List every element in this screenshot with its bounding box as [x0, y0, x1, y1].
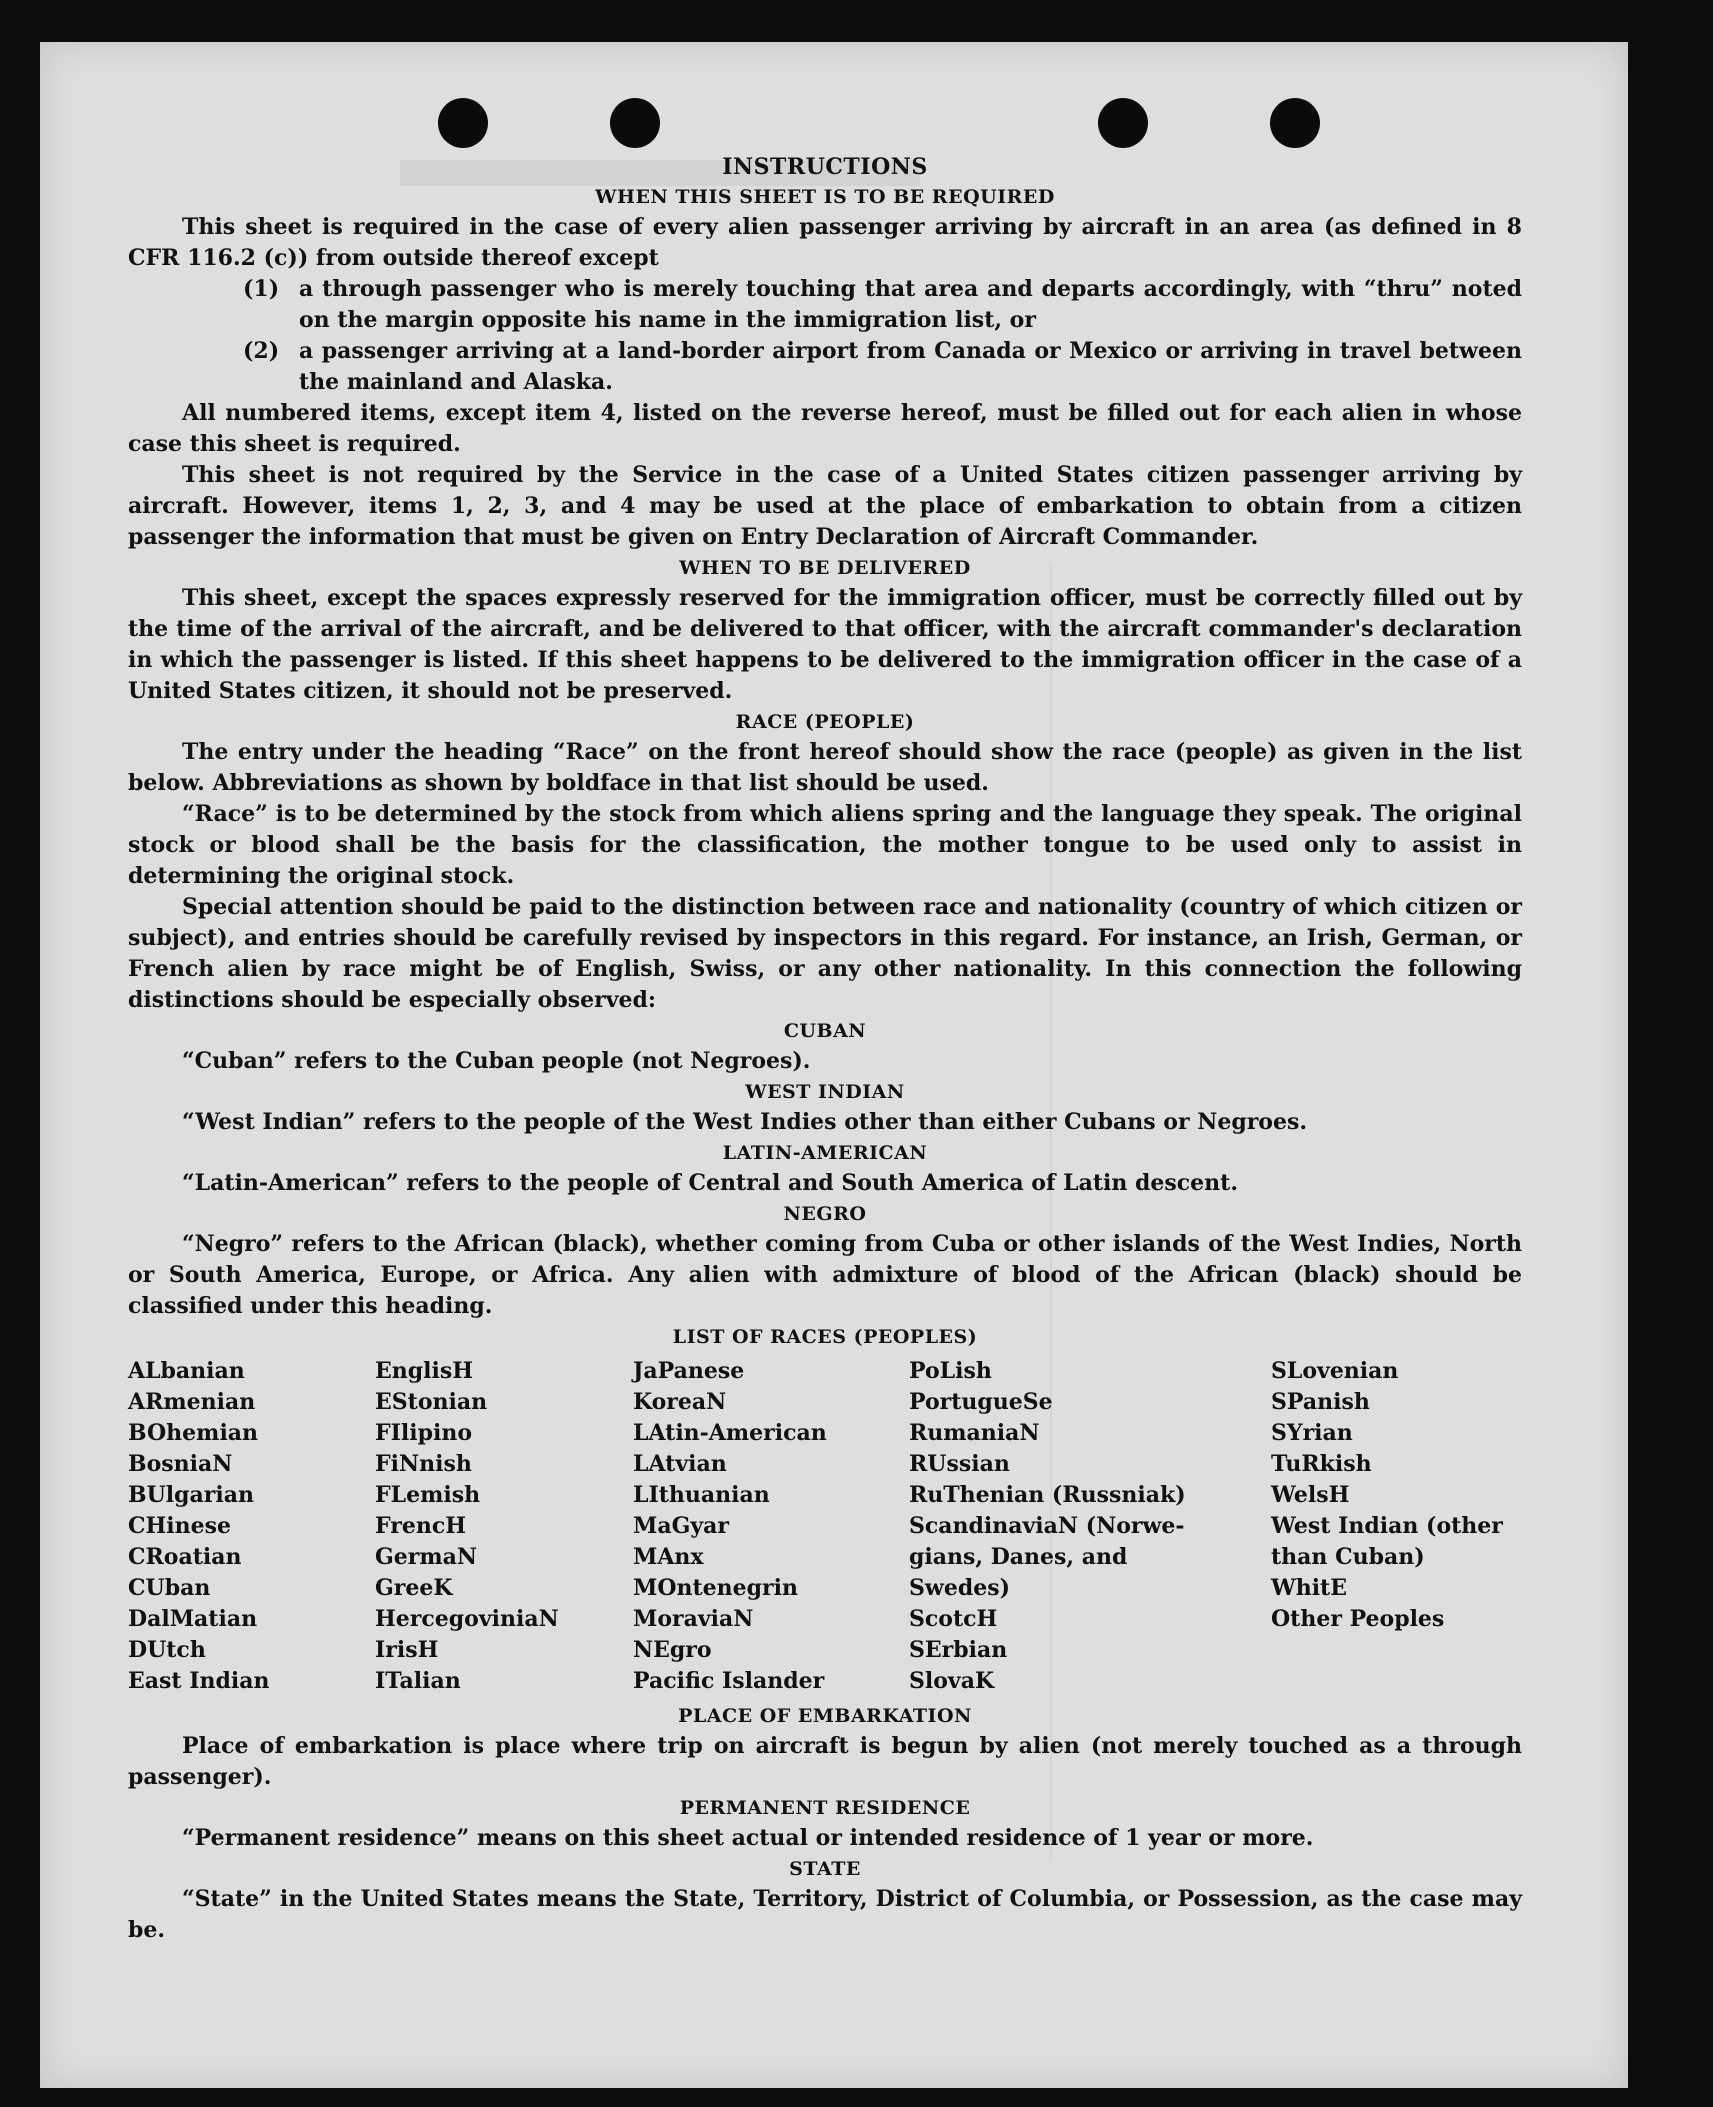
race-column — [128, 1356, 375, 1697]
race-entry: KoreaN — [633, 1389, 727, 1415]
exception-number: (2) — [243, 338, 280, 364]
race-entry: ScotcH — [909, 1606, 998, 1632]
race-entry: ScandinaviaN (Norwe- gians, Danes, and Swedes) — [909, 1513, 1185, 1601]
race-entry: PoLish — [909, 1358, 992, 1384]
race-entry: NEgro — [633, 1637, 712, 1663]
west-indian-heading: WEST INDIAN — [745, 1081, 905, 1103]
punch-hole — [1098, 98, 1148, 148]
race-entry: GermaN — [375, 1544, 478, 1570]
state-text: “State” in the United States means the State, Territory, District of Columbia, or Possession, as the case may be. — [128, 1886, 1522, 1943]
race-entry: SlovaK — [909, 1668, 995, 1694]
race-entry: PortugueSe — [909, 1389, 1053, 1415]
permanent-residence-heading: PERMANENT RESIDENCE — [679, 1797, 971, 1819]
race-entry: RumaniaN — [909, 1420, 1040, 1446]
race-column — [375, 1356, 633, 1697]
race-entry: East Indian — [128, 1668, 270, 1694]
when-delivered-heading: WHEN TO BE DELIVERED — [679, 557, 971, 579]
exception-number: (1) — [243, 276, 280, 302]
race-entry: WelsH — [1271, 1482, 1350, 1508]
race-entry: CRoatian — [128, 1544, 242, 1570]
race-entry: Pacific Islander — [633, 1668, 825, 1694]
race-entry: BUlgarian — [128, 1482, 254, 1508]
race-entry: ARmenian — [128, 1389, 256, 1415]
instructions-title: INSTRUCTIONS — [722, 154, 928, 180]
paragraph-citizen: This sheet is not required by the Service in the case of a United States citizen passenger arriving by aircraft. However, items 1, 2, 3, and 4 may be used at the place of embarkation to obtain from a citizen passenger the information that must be given on Entry Declaration of Aircraft Commander. — [128, 462, 1522, 550]
paragraph-delivered: This sheet, except the spaces expressly reserved for the immigration officer, must be correctly filled out by the time of the arrival of the aircraft, and be delivered to that officer, with the aircraft commander's declaration in which the passenger is listed. If this sheet happens to be delivered to the immigration officer in the case of a United States citizen, it should not be preserved. — [128, 585, 1522, 704]
race-entry: IrisH — [375, 1637, 439, 1663]
race-heading: RACE (PEOPLE) — [735, 711, 915, 733]
race-entry: FiNnish — [375, 1451, 472, 1477]
state-heading: STATE — [789, 1858, 861, 1880]
race-entry: West Indian (other than Cuban) — [1271, 1513, 1503, 1570]
race-list-heading: LIST OF RACES (PEOPLES) — [672, 1326, 978, 1348]
race-entry: SErbian — [909, 1637, 1008, 1663]
exception-text: a through passenger who is merely touching that area and departs accordingly, with “thru” noted on the margin opposite his name in the immigration list, or — [299, 276, 1522, 333]
race-entry: DUtch — [128, 1637, 206, 1663]
race-column — [633, 1356, 909, 1697]
paragraph-numbered-items: All numbered items, except item 4, listed on the reverse hereof, must be filled out for each alien in whose case this sheet is required. — [128, 400, 1522, 457]
race-entry: WhitE — [1271, 1575, 1347, 1601]
race-entry: LIthuanian — [633, 1482, 770, 1508]
race-entry: MAnx — [633, 1544, 704, 1570]
race-entry: RUssian — [909, 1451, 1010, 1477]
west-indian-text: “West Indian” refers to the people of the West Indies other than either Cubans or Negroes. — [182, 1109, 1308, 1135]
race-entry: SYrian — [1271, 1420, 1353, 1446]
race-list — [128, 1356, 1522, 1697]
permanent-residence-text: “Permanent residence” means on this sheet actual or intended residence of 1 year or more. — [182, 1825, 1314, 1851]
latin-american-text: “Latin-American” refers to the people of Central and South America of Latin descent. — [182, 1170, 1238, 1196]
race-column — [909, 1356, 1271, 1697]
race-entry: EnglisH — [375, 1358, 474, 1384]
exception-item — [128, 336, 1522, 398]
race-entry: FIlipino — [375, 1420, 473, 1446]
negro-text: “Negro” refers to the African (black), whether coming from Cuba or other islands of the West Indies, North or South America, Europe, or Africa. Any alien with admixture of blood of the African (black) should be classified under this heading. — [128, 1231, 1522, 1319]
race-entry: CHinese — [128, 1513, 232, 1539]
document-page — [40, 42, 1628, 2088]
race-entry: MoraviaN — [633, 1606, 754, 1632]
race-entry: FLemish — [375, 1482, 481, 1508]
race-entry: EStonian — [375, 1389, 488, 1415]
race-entry: Other Peoples — [1271, 1606, 1445, 1632]
race-entry: GreeK — [375, 1575, 453, 1601]
race-entry: JaPanese — [633, 1358, 745, 1384]
race-entry: LAtin-American — [633, 1420, 827, 1446]
race-entry: BosniaN — [128, 1451, 233, 1477]
cuban-text: “Cuban” refers to the Cuban people (not Negroes). — [182, 1048, 811, 1074]
latin-american-heading: LATIN-AMERICAN — [722, 1142, 928, 1164]
race-entry: SPanish — [1271, 1389, 1370, 1415]
race-entry: ALbanian — [128, 1358, 245, 1384]
negro-heading: NEGRO — [783, 1203, 867, 1225]
race-entry: TuRkish — [1271, 1451, 1372, 1477]
race-entry: MOntenegrin — [633, 1575, 798, 1601]
paragraph-required: This sheet is required in the case of every alien passenger arriving by aircraft in an area (as defined in 8 CFR 116.2 (c)) from outside thereof except — [128, 214, 1522, 271]
paragraph-race-stock: “Race” is to be determined by the stock from which aliens spring and the language they speak. The original stock or blood shall be the basis for the classification, the mother tongue to be used only to assist in determining the original stock. — [128, 801, 1522, 889]
cuban-heading: CUBAN — [783, 1020, 867, 1042]
race-column — [1271, 1356, 1522, 1697]
embarkation-text: Place of embarkation is place where trip on aircraft is begun by alien (not merely touched as a through passenger). — [128, 1733, 1522, 1790]
race-entry: CUban — [128, 1575, 211, 1601]
when-required-heading: WHEN THIS SHEET IS TO BE REQUIRED — [595, 186, 1055, 208]
exception-text: a passenger arriving at a land-border airport from Canada or Mexico or arriving in travel between the mainland and Alaska. — [299, 338, 1522, 395]
embarkation-heading: PLACE OF EMBARKATION — [678, 1705, 972, 1727]
punch-hole — [1270, 98, 1320, 148]
paragraph-race-nationality: Special attention should be paid to the distinction between race and nationality (country of which citizen or subject), and entries should be carefully revised by inspectors in this regard. For instance, an Irish, German, or French alien by race might be of English, Swiss, or any other nationality. In this connection the following distinctions should be especially observed: — [128, 894, 1522, 1013]
race-entry: DalMatian — [128, 1606, 258, 1632]
race-entry: SLovenian — [1271, 1358, 1399, 1384]
race-entry: BOhemian — [128, 1420, 259, 1446]
race-entry: MaGyar — [633, 1513, 730, 1539]
paragraph-race-entry: The entry under the heading “Race” on the front hereof should show the race (people) as given in the list below. Abbreviations as shown by boldface in that list should be used. — [128, 739, 1522, 796]
race-entry: ITalian — [375, 1668, 461, 1694]
punch-hole — [438, 98, 488, 148]
race-entry: LAtvian — [633, 1451, 727, 1477]
race-entry: HercegoviniaN — [375, 1606, 559, 1632]
exception-item — [128, 274, 1522, 336]
race-entry: FrencH — [375, 1513, 466, 1539]
race-entry: RuThenian (Russniak) — [909, 1482, 1186, 1508]
punch-hole — [610, 98, 660, 148]
instructions-text — [128, 152, 1522, 1946]
